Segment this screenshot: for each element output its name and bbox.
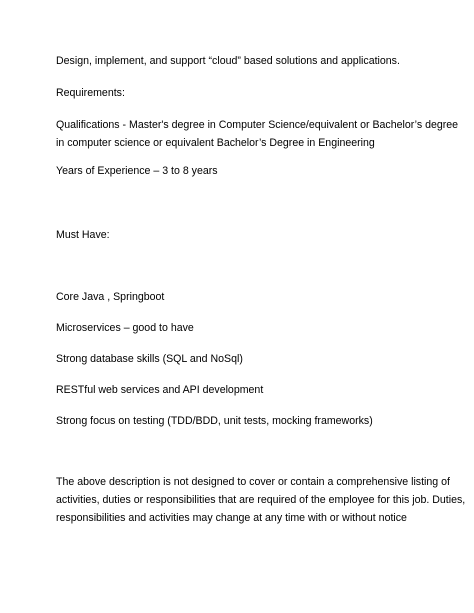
qualifications-line-1: Qualifications - Master's degree in Computer Science/equivalent or Bachelor’s degree bbox=[56, 119, 459, 131]
must-have-item: Core Java , Springboot bbox=[56, 291, 165, 303]
requirements-heading: Requirements: bbox=[56, 87, 125, 99]
disclaimer-line-1: The above description is not designed to cover or contain a comprehensive listing of bbox=[56, 476, 450, 488]
must-have-item: Strong focus on testing (TDD/BDD, unit tests, mocking frameworks) bbox=[56, 415, 373, 427]
disclaimer-line-2: activities, duties or responsibilities that are required of the employee for this job. Duties, bbox=[56, 494, 466, 506]
experience-text: Years of Experience – 3 to 8 years bbox=[56, 165, 218, 177]
must-have-item: Microservices – good to have bbox=[56, 322, 194, 334]
must-have-heading: Must Have: bbox=[56, 229, 110, 241]
intro-text: Design, implement, and support “cloud” based solutions and applications. bbox=[56, 55, 400, 67]
must-have-item: RESTful web services and API development bbox=[56, 384, 264, 396]
must-have-item: Strong database skills (SQL and NoSql) bbox=[56, 353, 243, 365]
disclaimer-line-3: responsibilities and activities may change at any time with or without notice bbox=[56, 512, 407, 524]
qualifications-line-2: in computer science or equivalent Bachelor’s Degree in Engineering bbox=[56, 137, 375, 149]
